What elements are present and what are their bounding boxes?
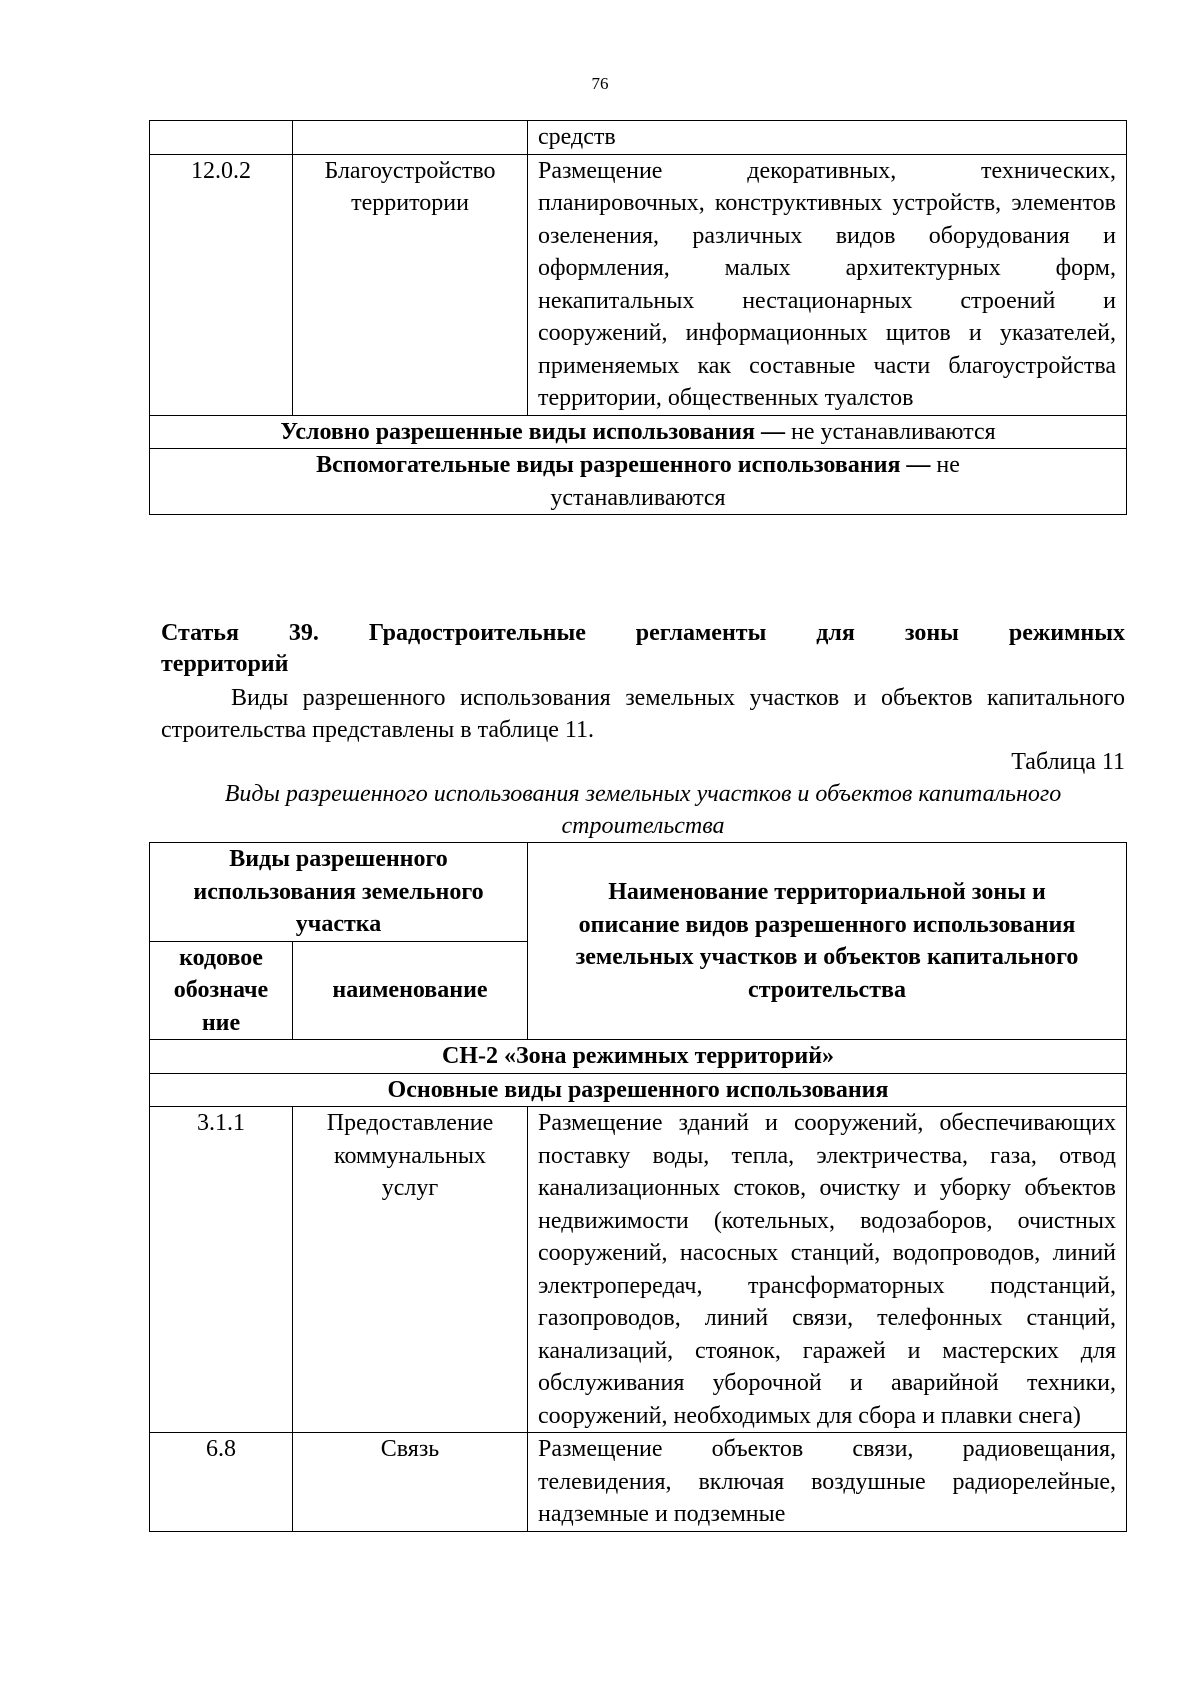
auxiliary-uses-label: Вспомогательные виды разрешенного использования — xyxy=(316,452,931,478)
article-paragraph: Виды разрешенного использования земельных участков и объектов капитального строительства представлены в таблице 11. xyxy=(161,685,1125,743)
page-number: 76 xyxy=(591,74,609,93)
conditional-uses-cell xyxy=(150,415,1127,449)
code-cell: 6.8 xyxy=(150,1433,293,1532)
description-cell: Размещение зданий и сооружений, обеспечивающих поставку воды, тепла, электричества, газа, отвод канализационных стоков, очистку и уборку объектов недвижимости (котельных, водозаборов, очистных сооружений, насосных станций, водопроводов, линий электропередач, трансформаторных подстанций, газопроводов, линий связи, телефонных станций, канализаций, стоянок, гаражей и мастерских для обслуживания уборочной и аварийной техники, сооружений, необходимых для сбора и плавки снега) xyxy=(528,1107,1127,1433)
auxiliary-uses-cell xyxy=(150,449,1127,515)
table-caption: Виды разрешенного использования земельных участков и объектов капитального строительства xyxy=(224,781,1062,839)
zone-title-cell: СН-2 «Зона режимных территорий» xyxy=(150,1040,1127,1074)
conditional-uses-value: не устанавливаются xyxy=(784,418,996,445)
name-cell: Предоставление коммунальных услуг xyxy=(293,1107,528,1433)
table-row xyxy=(150,121,1127,155)
table-row xyxy=(150,154,1127,415)
code-cell: 3.1.1 xyxy=(150,1107,293,1433)
article-heading xyxy=(161,618,1125,680)
description-cell: Размещение объектов связи, радиовещания, телевидения, включая воздушные радиорелейные, надземные и подземные xyxy=(528,1433,1127,1532)
header-name-cell: наименование xyxy=(293,941,528,1040)
zone-row xyxy=(150,1040,1127,1074)
name-cell: Благоустройство территории xyxy=(293,154,528,415)
auxiliary-uses-row xyxy=(150,449,1127,515)
header-code-cell: кодовое обозначе ние xyxy=(150,941,293,1040)
table-label: Таблица 11 xyxy=(1011,749,1125,775)
description-cell: Размещение декоративных, технических, планировочных, конструктивных устройств, элементов озеленения, различных видов оборудования и оформления, малых архитектурных форм, некапитальных нестационарных строений и сооружений, информационных щитов и указателей, применяемых как составные части благоустройства территории, общественных туалстов xyxy=(528,154,1127,415)
code-cell xyxy=(150,121,293,155)
table-11 xyxy=(149,842,1127,1532)
header-description-cell: Наименование территориальной зоны и описание видов разрешенного использования земельных участков и объектов капитального строительства xyxy=(528,843,1127,1040)
basic-uses-cell: Основные виды разрешенного использования xyxy=(150,1073,1127,1107)
header-group-cell: Виды разрешенного использования земельного участка xyxy=(150,843,528,942)
description-cell: средств xyxy=(528,121,1127,155)
table-row xyxy=(150,1107,1127,1433)
name-cell: Связь xyxy=(293,1433,528,1532)
auxiliary-uses-value: не устанавливаются xyxy=(550,452,960,511)
header-row xyxy=(150,843,1127,942)
article-title-line1: Статья 39. Градостроительные регламенты для зоны режимных xyxy=(161,620,1125,646)
regulations-table-continued xyxy=(149,120,1127,515)
name-cell xyxy=(293,121,528,155)
table-row xyxy=(150,1433,1127,1532)
conditional-uses-label: Условно разрешенные виды использования — xyxy=(280,418,785,445)
basic-uses-row xyxy=(150,1073,1127,1107)
conditional-uses-row xyxy=(150,415,1127,449)
article-title-line2: территорий xyxy=(161,651,289,677)
code-cell: 12.0.2 xyxy=(150,154,293,415)
